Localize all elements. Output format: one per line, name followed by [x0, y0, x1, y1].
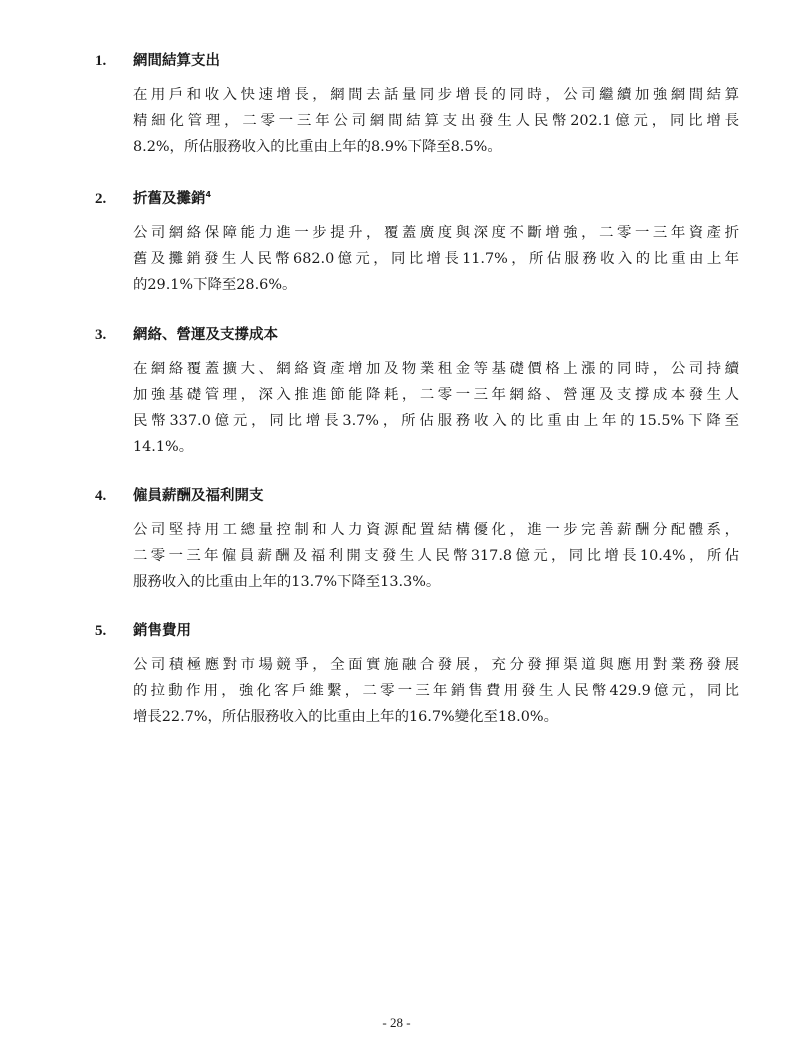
paragraph-line: 舊及攤銷發生人民幣682.0億元，同比增長11.7%，所佔服務收入的比重由上年: [133, 251, 739, 267]
section-number: 5.: [95, 623, 107, 639]
paragraph-line: 公司網絡保障能力進一步提升，覆蓋廣度與深度不斷增強，二零一三年資產折: [133, 225, 739, 241]
section-title: 網間結算支出: [133, 53, 220, 69]
section-number: 3.: [95, 327, 107, 343]
section-number: 4.: [95, 488, 107, 504]
paragraph-line: 的29.1%下降至28.6%。: [133, 277, 297, 293]
section-number: 1.: [95, 53, 107, 69]
section-paragraph: [133, 652, 739, 730]
section-heading: [95, 487, 264, 505]
paragraph-line: 服務收入的比重由上年的13.7%下降至13.3%。: [133, 574, 441, 590]
paragraph-line: 8.2%，所佔服務收入的比重由上年的8.9%下降至8.5%。: [133, 139, 502, 155]
page-number: - 28 -: [382, 1015, 411, 1030]
section-paragraph: [133, 517, 739, 595]
section-heading: [95, 622, 191, 640]
paragraph-line: 民幣337.0億元，同比增長3.7%，所佔服務收入的比重由上年的15.5%下降至: [133, 413, 739, 429]
paragraph-line: 增長22.7%，所佔服務收入的比重由上年的16.7%變化至18.0%。: [133, 709, 558, 725]
paragraph-line: 二零一三年僱員薪酬及福利開支發生人民幣317.8億元，同比增長10.4%，所佔: [133, 548, 739, 564]
section-paragraph: [133, 220, 739, 298]
section-number: 2.: [95, 191, 107, 207]
section-paragraph: [133, 356, 739, 460]
section-heading: [95, 326, 278, 344]
section-title: 銷售費用: [133, 623, 191, 639]
section-title: 僱員薪酬及福利開支: [133, 488, 264, 504]
paragraph-line: 14.1%。: [133, 439, 194, 455]
paragraph-line: 公司積極應對市場競爭，全面實施融合發展，充分發揮渠道與應用對業務發展: [133, 657, 739, 673]
paragraph-line: 在網絡覆蓋擴大、網絡資產增加及物業租金等基礎價格上漲的同時，公司持續: [133, 361, 739, 377]
paragraph-line: 加強基礎管理，深入推進節能降耗，二零一三年網絡、營運及支撐成本發生人: [133, 387, 739, 403]
paragraph-line: 的拉動作用，強化客戶維繫，二零一三年銷售費用發生人民幣429.9億元，同比: [133, 683, 739, 699]
paragraph-line: 在用戶和收入快速增長，網間去話量同步增長的同時，公司繼續加強網間結算: [133, 87, 739, 103]
paragraph-line: 公司堅持用工總量控制和人力資源配置結構優化，進一步完善薪酬分配體系，: [133, 522, 739, 538]
section-title: 網絡、營運及支撐成本: [133, 327, 278, 343]
section-title: 折舊及攤銷: [133, 191, 206, 207]
section-heading: [95, 52, 220, 70]
section-paragraph: [133, 82, 739, 160]
section-heading: [95, 190, 211, 208]
footnote-marker: 4: [205, 190, 212, 200]
paragraph-line: 精細化管理，二零一三年公司網間結算支出發生人民幣202.1億元，同比增長: [133, 113, 739, 129]
